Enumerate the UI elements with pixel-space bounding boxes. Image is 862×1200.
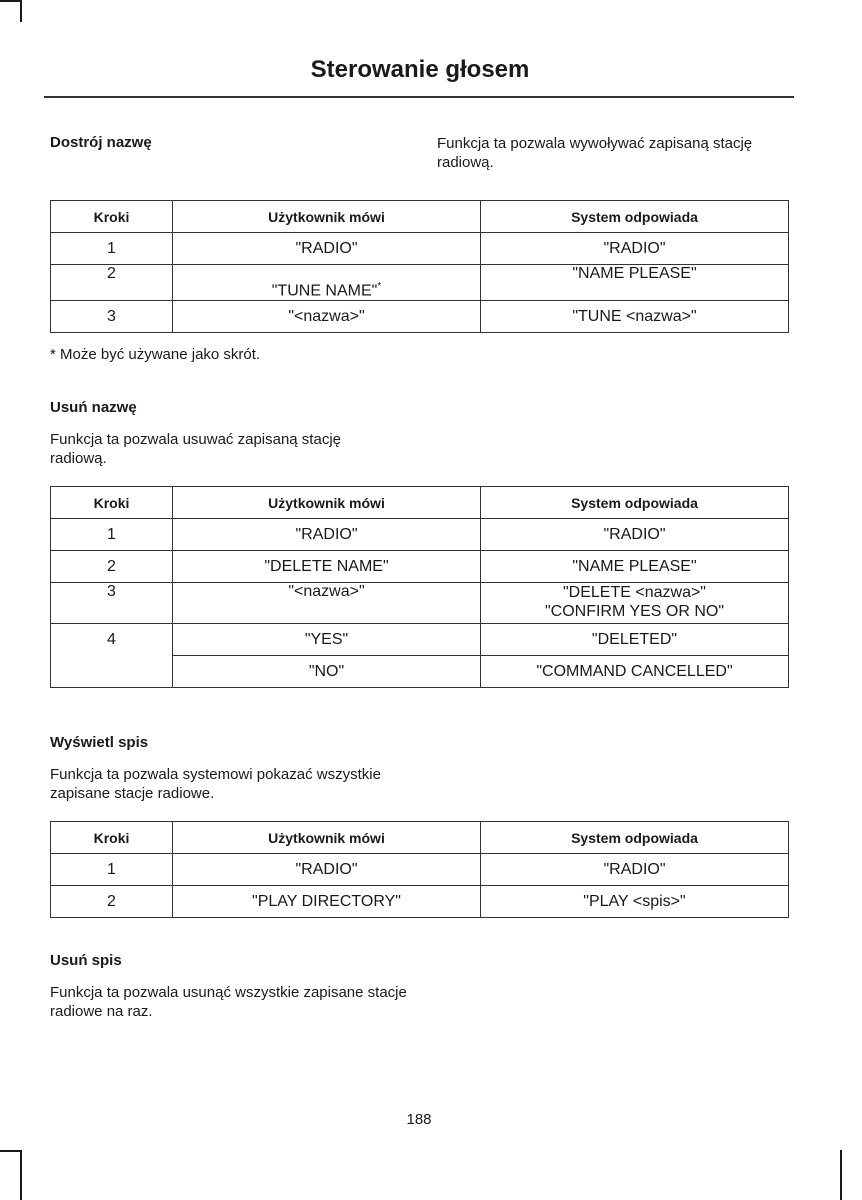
system-responds-line: "DELETE <nazwa>" [563, 584, 706, 601]
header-steps: Kroki [51, 201, 173, 233]
header-steps: Kroki [51, 487, 173, 519]
system-responds-line: "CONFIRM YES OR NO" [544, 603, 725, 620]
step-cell: 3 [51, 301, 173, 333]
step-cell: 1 [51, 233, 173, 265]
user-says-cell: "<nazwa>" [173, 301, 481, 333]
table-row [51, 233, 789, 265]
crop-mark [20, 0, 22, 22]
user-says-cell: "RADIO" [173, 233, 481, 265]
tune-name-table [50, 200, 789, 333]
system-responds-cell: "COMMAND CANCELLED" [481, 656, 789, 688]
header-user-says: Użytkownik mówi [173, 822, 481, 854]
section-heading-delete-name: Usuń nazwę [50, 399, 137, 416]
user-says-text: "TUNE NAME" [271, 282, 378, 299]
section-description-clear-directory: Funkcja ta pozwala usunąć wszystkie zapisane stacje radiowe na raz. [50, 984, 407, 1020]
user-says-cell [173, 265, 481, 301]
step-cell: 2 [51, 551, 173, 583]
table-row [51, 854, 789, 886]
table-row [51, 301, 789, 333]
table-row [51, 886, 789, 918]
table-row [51, 551, 789, 583]
step-cell: 1 [51, 854, 173, 886]
title-divider [44, 96, 794, 98]
section-heading-clear-directory: Usuń spis [50, 952, 122, 969]
section-description-tune-name: Funkcja ta pozwala wywoływać zapisaną stację radiową. [437, 135, 753, 171]
table-header-row [51, 822, 789, 854]
crop-mark [20, 1150, 22, 1200]
step-cell: 2 [51, 886, 173, 918]
system-responds-cell: "NAME PLEASE" [481, 551, 789, 583]
table-header-row [51, 201, 789, 233]
crop-mark [0, 0, 22, 2]
system-responds-cell: "DELETED" [481, 624, 789, 656]
section-description-play-directory: Funkcja ta pozwala systemowi pokazać wszystkie zapisane stacje radiowe. [50, 766, 381, 802]
section-heading-tune-name: Dostrój nazwę [50, 134, 152, 151]
user-says-cell: "PLAY DIRECTORY" [173, 886, 481, 918]
table-row [51, 265, 789, 301]
section-heading-play-directory: Wyświetl spis [50, 734, 149, 751]
section-description-delete-name: Funkcja ta pozwala usuwać zapisaną stację radiową. [50, 431, 341, 467]
header-user-says: Użytkownik mówi [173, 487, 481, 519]
step-cell: 1 [51, 519, 173, 551]
system-responds-cell: "TUNE <nazwa>" [481, 301, 789, 333]
step-cell: 3 [51, 583, 173, 624]
system-responds-cell: "RADIO" [481, 519, 789, 551]
crop-mark [0, 1150, 22, 1152]
header-user-says: Użytkownik mówi [173, 201, 481, 233]
header-system-responds: System odpowiada [481, 487, 789, 519]
user-says-cell: "RADIO" [173, 519, 481, 551]
delete-name-table [50, 486, 789, 688]
user-says-cell: "RADIO" [173, 854, 481, 886]
table-row [51, 583, 789, 624]
header-steps: Kroki [51, 822, 173, 854]
system-responds-cell [481, 583, 789, 624]
system-responds-cell: "PLAY <spis>" [481, 886, 789, 918]
page-title: Sterowanie głosem [310, 56, 530, 83]
header-system-responds: System odpowiada [481, 201, 789, 233]
system-responds-cell: "RADIO" [481, 233, 789, 265]
system-responds-cell: "NAME PLEASE" [481, 265, 789, 301]
table-header-row [51, 487, 789, 519]
header-system-responds: System odpowiada [481, 822, 789, 854]
user-says-cell: "<nazwa>" [173, 583, 481, 624]
user-says-cell: "NO" [173, 656, 481, 688]
table-row [51, 519, 789, 551]
table-row [51, 624, 789, 656]
step-cell: 2 [51, 265, 173, 301]
user-says-cell: "DELETE NAME" [173, 551, 481, 583]
crop-mark [840, 1150, 842, 1200]
play-directory-table [50, 821, 789, 918]
footnote-marker: * [377, 280, 382, 292]
page-number: 188 [406, 1111, 432, 1128]
step-cell: 4 [51, 624, 173, 688]
system-responds-cell: "RADIO" [481, 854, 789, 886]
footnote: * Może być używane jako skrót. [50, 346, 261, 363]
user-says-cell: "YES" [173, 624, 481, 656]
